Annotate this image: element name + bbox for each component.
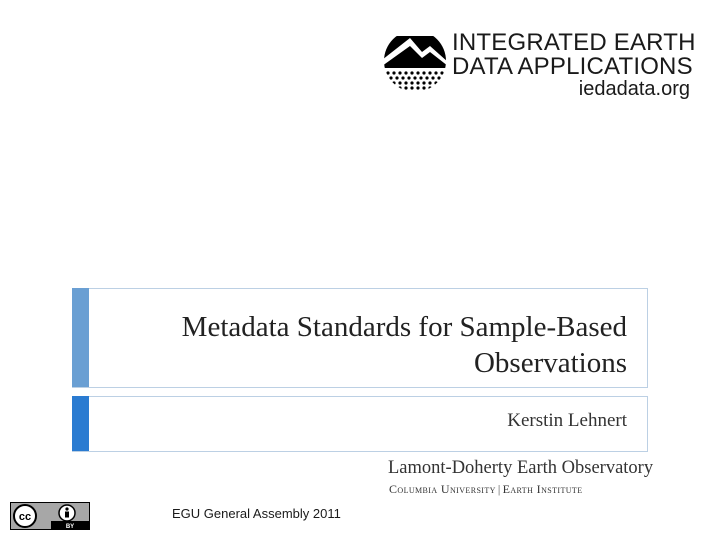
slide-subtitle: Kerstin Lehnert (507, 410, 627, 431)
ieda-logo-line2: DATA APPLICATIONS (452, 53, 693, 80)
ldeo-logo-university: Columbia University (389, 482, 496, 496)
cc-by-label: BY (65, 524, 75, 529)
subtitle-accent-bar (72, 396, 89, 451)
cc-by-badge[interactable] (10, 502, 90, 530)
ldeo-logo-separator: | (497, 482, 501, 496)
ldeo-logo-institute: Earth Institute (502, 482, 583, 496)
slide-title: Metadata Standards for Sample-Based Observations (181, 311, 627, 379)
svg-text:cc: cc (18, 511, 32, 523)
ldeo-logo-name: Lamont-Doherty Earth Observatory (388, 458, 654, 478)
footer-conference: EGU General Assembly 2011 (172, 506, 341, 521)
title-accent-bar (72, 288, 89, 387)
ieda-logo-url: iedadata.org (578, 78, 690, 100)
mountain-wave-icon (382, 28, 448, 94)
ldeo-logo-affiliation (389, 482, 582, 496)
ieda-logo (382, 28, 698, 100)
cc-by-icon (11, 503, 89, 529)
ieda-logo-line1: INTEGRATED EARTH (452, 29, 696, 56)
subtitle-box (72, 396, 648, 452)
title-box (72, 288, 648, 388)
